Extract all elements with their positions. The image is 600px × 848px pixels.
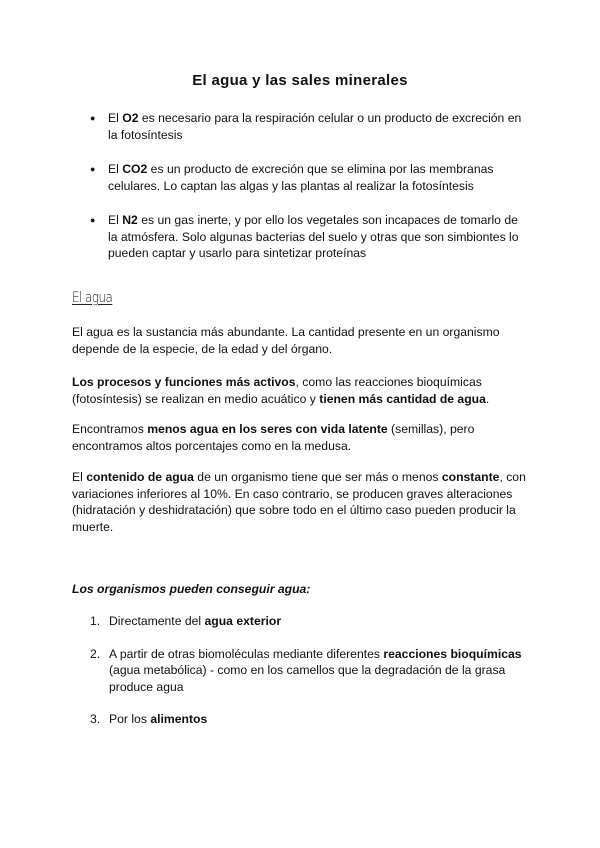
bold-text: constante — [441, 470, 500, 484]
text: Por los — [109, 712, 151, 726]
list-item — [88, 212, 528, 262]
text: El — [72, 470, 87, 484]
bullet-icon: ● — [90, 215, 96, 225]
bullet-icon: ● — [90, 164, 96, 174]
text: A partir de otras biomoléculas mediante diferentes — [109, 646, 384, 661]
text: , como las reacciones bioquímicas (fotosíntesis) se realizan en medio acuático y — [72, 375, 482, 406]
text: (semillas), pero encontramos altos porcentajes como en la medusa. — [72, 422, 475, 453]
water-sources-list — [88, 613, 528, 744]
bold-text: N2 — [122, 213, 138, 227]
list-number: 1. — [90, 614, 101, 628]
text: Directamente del — [109, 614, 205, 628]
paragraph — [72, 374, 532, 407]
text: El agua es la sustancia más abundante. La cantidad presente en un organismo depende de la especie, de la edad y del órgano. — [72, 325, 500, 356]
text: es un gas inerte, y por ello los vegetales son incapaces de tomarlo de la atmósfera. Solo algunas bacterias del suelo y otras que son simbiontes lo pueden captar y usarlo para sintetizar proteínas — [108, 213, 519, 260]
subheading: Los organismos pueden conseguir agua: — [72, 582, 311, 596]
text: Encontramos — [72, 422, 148, 436]
list-number: 2. — [90, 646, 101, 661]
bold-text: CO2 — [122, 162, 148, 176]
paragraph — [72, 421, 532, 454]
bold-text: reacciones bioquímicas — [383, 646, 522, 661]
document-title: El agua y las sales minerales — [192, 72, 408, 89]
bold-text: contenido de agua — [86, 470, 194, 484]
paragraph — [72, 324, 532, 357]
list-number: 3. — [90, 712, 101, 726]
paragraph — [72, 469, 532, 535]
list-item — [88, 613, 528, 630]
list-item — [88, 161, 528, 194]
list-item — [88, 646, 528, 696]
bold-text: agua exterior — [204, 614, 282, 628]
text: El — [108, 213, 123, 227]
text: de un organismo tiene que ser más o menos — [193, 470, 442, 484]
gases-list — [88, 110, 528, 280]
text: . — [485, 391, 490, 406]
bold-text: tienen más cantidad de agua — [319, 391, 486, 406]
text: El — [108, 162, 123, 176]
list-item — [88, 110, 528, 143]
text: El — [108, 111, 123, 125]
bullet-icon: ● — [90, 113, 96, 123]
text: es necesario para la respiración celular o un producto de excreción en la fotosíntesis — [108, 111, 522, 142]
bold-text: O2 — [122, 111, 139, 125]
text: (agua metabólica) - como en los camellos que la degradación de la grasa produce agua — [109, 663, 506, 694]
text: es un producto de excreción que se elimina por las membranas celulares. Lo captan las algas y las plantas al realizar la fotosíntesis — [108, 162, 494, 193]
bold-text: Los procesos y funciones más activos — [72, 375, 296, 389]
bold-text: alimentos — [150, 712, 208, 726]
section-heading: El agua — [72, 290, 113, 306]
bold-text: menos agua en los seres con vida latente — [147, 422, 388, 436]
list-item — [88, 711, 528, 728]
text: , con variaciones inferiores al 10%. En caso contrario, se producen graves alteraciones (hidratación y deshidratación) que sobre todo en el último caso pueden producir la muerte. — [72, 470, 526, 534]
